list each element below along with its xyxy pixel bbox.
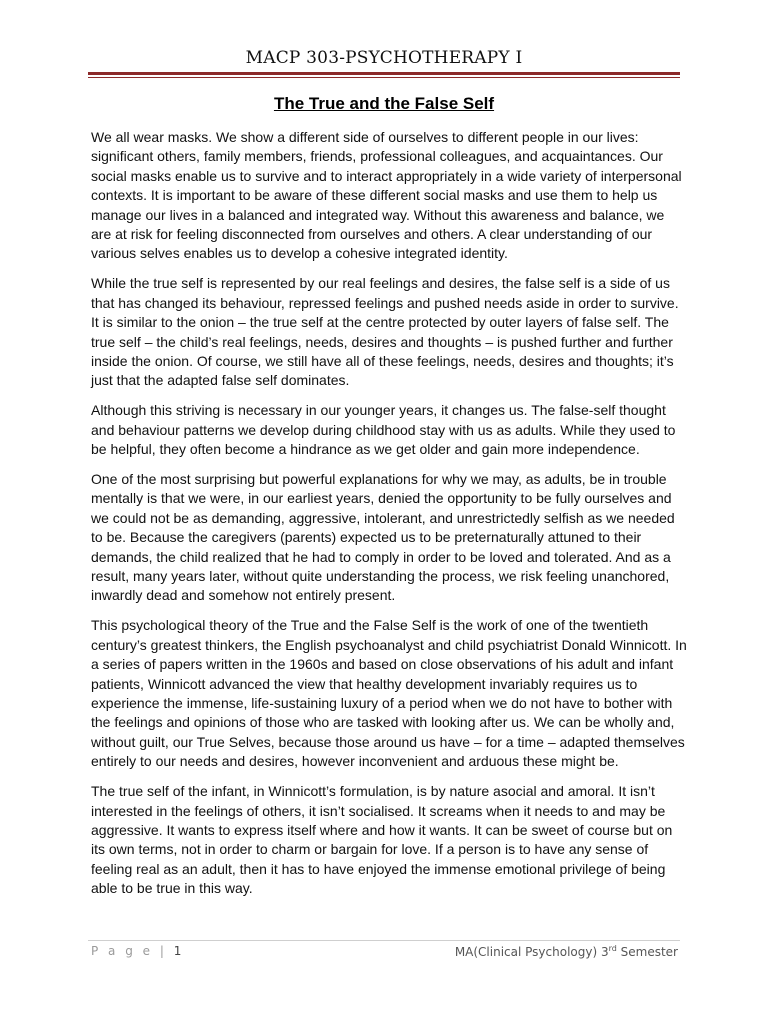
paragraph: Although this striving is necessary in our younger years, it changes us. The false-self thought and behaviour patterns we develop during childhood stay with us as adults. While they used to be helpful, they often become a hindrance as we get older and gain more independence. — [91, 402, 676, 458]
paragraph: We all wear masks. We show a different side of ourselves to different people in our lives: significant others, family members, friends, professional colleagues, and acquaintances. Our social masks enable us to survive and to interact appropriately in a wide variety of interpersonal contexts. It is important to be aware of these different social masks and use them to help us manage our lives in a balanced and integrated way. Without this awareness and balance, we are at risk for feeling disconnected from ourselves and others. A clear understanding of our various selves enables us to develop a cohesive integrated identity. — [91, 129, 682, 262]
paragraph: The true self of the infant, in Winnicott’s formulation, is by nature asocial and amoral. It isn’t interested in the feelings of others, it isn’t socialised. It screams when it needs to and may be aggressive. It wants to express itself where and how it wants. It can be sweet of course but on its own terms, not in order to charm or bargain for love. If a person is to have any sense of feeling real as an adult, then it has to have enjoyed the immense emotional privilege of being able to be true in this way. — [91, 783, 673, 897]
paragraph: This psychological theory of the True and the False Self is the work of one of the twentieth century’s greatest thinkers, the English psychoanalyst and child psychiatrist Donald Winnicott. In a series of papers written in the 1960s and based on close observations of his adult and infant patients, Winnicott advanced the view that healthy development invariably requires us to experience the immense, life-sustaining luxury of a period when we do not have to bother with the feelings and opinions of those who are tasked with looking after us. We can be wholly and, without guilt, our True Selves, because those around us have – for a time – adapted themselves entirely to our needs and desires, however inconvenient and arduous these might be. — [91, 617, 687, 770]
header-rule-thick — [88, 72, 680, 75]
header-rule-thin — [88, 77, 680, 78]
document-title: The True and the False Self — [273, 94, 495, 113]
footer-semester: Semester — [616, 945, 678, 959]
footer-program: MA(Clinical Psychology) 3 — [454, 945, 609, 959]
footer-rule — [88, 940, 680, 941]
paragraph: While the true self is represented by our real feelings and desires, the false self is a side of us that has changed its behaviour, repressed feelings and pushed needs aside in order to survive. It is similar to the onion – the true self at the centre protected by outer layers of false self. The true self – the child’s real feelings, needs, desires and thoughts – is pushed further and further inside the onion. Of course, we still have all of these feelings, needs, desires and thoughts; it’s just that the adapted false self dominates. — [91, 275, 679, 389]
footer-program-label — [455, 944, 678, 959]
footer-page-indicator — [91, 944, 181, 958]
running-header-title: MACP 303-PSYCHOTHERAPY I — [245, 48, 523, 68]
paragraph: One of the most surprising but powerful explanations for why we may, as adults, be in trouble mentally is that we were, in our earliest years, denied the opportunity to be fully ourselves and we could not be as demanding, aggressive, intolerant, and unrestrictedly selfish as we needed to be. Because the caregivers (parents) expected us to be preternaturally attuned to their demands, the child realized that he had to comply in order to be loved and tolerated. And as a result, many years later, without quite understanding the process, we risk feeling unanchored, inwardly dead and somehow not entirely present. — [91, 471, 675, 604]
footer-page-label: P a g e | — [91, 944, 167, 958]
footer-ordinal-suffix: rd — [608, 944, 617, 953]
footer-page-number: 1 — [173, 944, 182, 958]
document-body — [91, 128, 687, 909]
